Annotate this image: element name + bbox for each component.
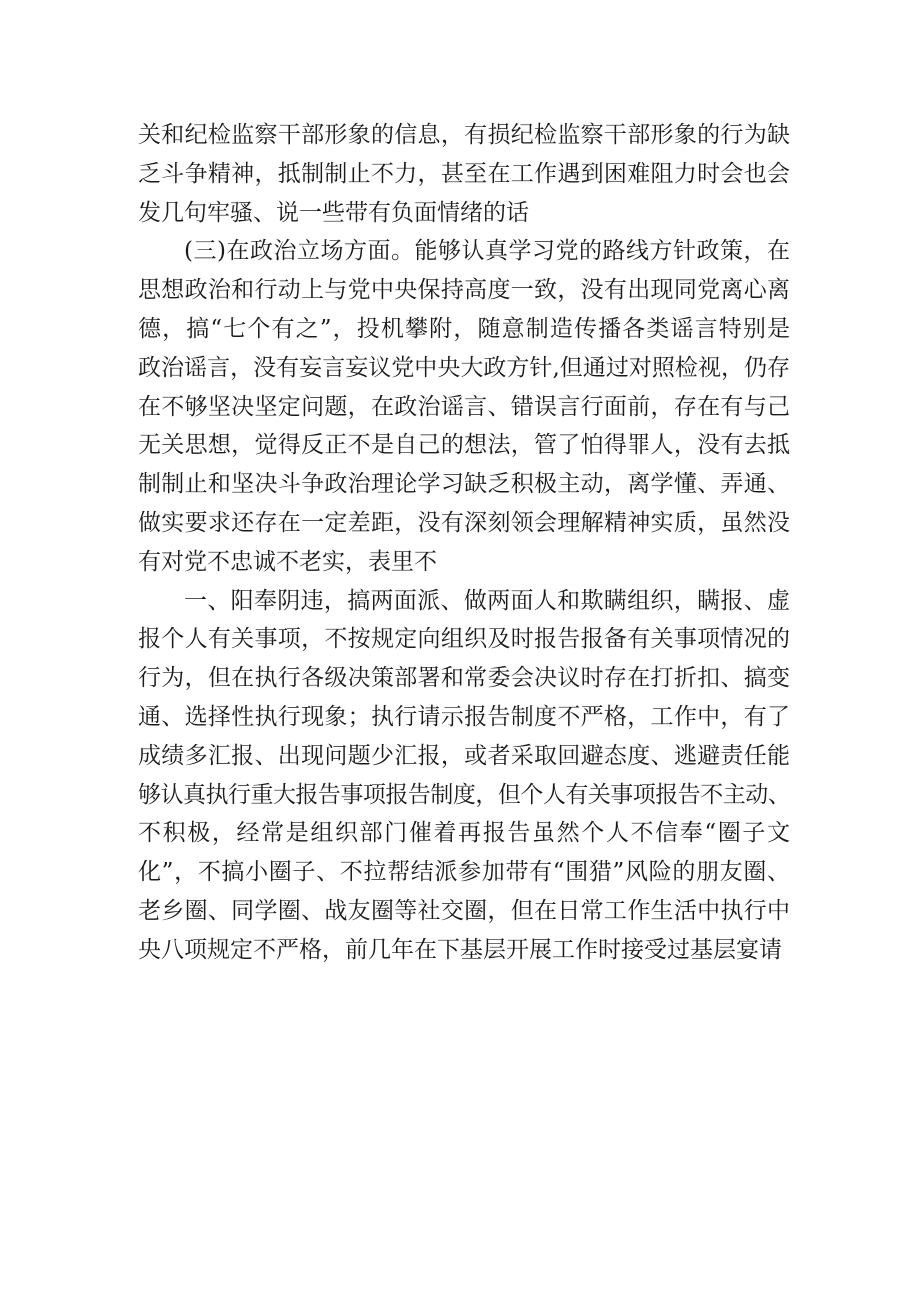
text-line: 发几句牢骚、说一些带有负面情绪的话	[138, 199, 529, 226]
text-line: 有对党不忠诚不老实，表里不	[138, 548, 437, 575]
text-line: (三)在政治立场方面。能够认真学习党的路线方针政策，在	[184, 238, 790, 265]
text-line: 关和纪检监察干部形象的信息，有损纪检监察干部形象的行为缺	[138, 122, 790, 148]
text-line: 报个人有关事项，不按规定向组织及时报告报备有关事项情况的	[138, 626, 790, 653]
text-line: 乏斗争精神，抵制制止不力，甚至在工作遇到困难阻力时会也会	[138, 160, 790, 187]
text-line: 在不够坚决坚定问题，在政治谣言、错误言行面前，存在有与己	[138, 393, 790, 420]
document-body	[138, 116, 790, 970]
text-line: 做实要求还存在一定差距，没有深刻领会理解精神实质，虽然没	[138, 509, 790, 536]
text-line: 思想政治和行动上与党中央保持高度一致，没有出现同党离心离	[138, 277, 790, 304]
text-line: 政治谣言，没有妄言妄议党中央大政方针,但通过对照检视，仍存	[138, 354, 790, 381]
text-line: 央八项规定不严格，前几年在下基层开展工作时接受过基层宴请	[138, 936, 782, 963]
text-line: 制制止和坚决斗争政治理论学习缺乏积极主动，离学懂、弄通、	[138, 471, 790, 498]
paragraph-2	[138, 232, 790, 581]
text-line: 化”，不搞小圈子、不拉帮结派参加带有“围猎”风险的朋友圈、	[138, 859, 790, 886]
text-line: 成绩多汇报、出现问题少汇报，或者采取回避态度、逃避责任能	[138, 742, 790, 769]
text-line: 不积极，经常是组织部门催着再报告虽然个人不信奉“圈子文	[138, 820, 790, 847]
text-line: 老乡圈、同学圈、战友圈等社交圈，但在日常工作生活中执行中	[138, 897, 790, 924]
paragraph-1	[138, 116, 790, 232]
paragraph-3	[138, 582, 790, 970]
text-line: 够认真执行重大报告事项报告制度，但个人有关事项报告不主动、	[138, 781, 790, 808]
text-line: 德，搞“七个有之”，投机攀附，随意制造传播各类谣言特别是	[138, 315, 790, 342]
text-line: 行为，但在执行各级决策部署和常委会决议时存在打折扣、搞变	[138, 665, 790, 692]
text-line: 一、阳奉阴违，搞两面派、做两面人和欺瞒组织，瞒报、虚	[184, 587, 790, 614]
text-line: 通、选择性执行现象；执行请示报告制度不严格，工作中，有了	[138, 703, 790, 730]
text-line: 无关思想，觉得反正不是自己的想法，管了怕得罪人，没有去抵	[138, 432, 790, 459]
